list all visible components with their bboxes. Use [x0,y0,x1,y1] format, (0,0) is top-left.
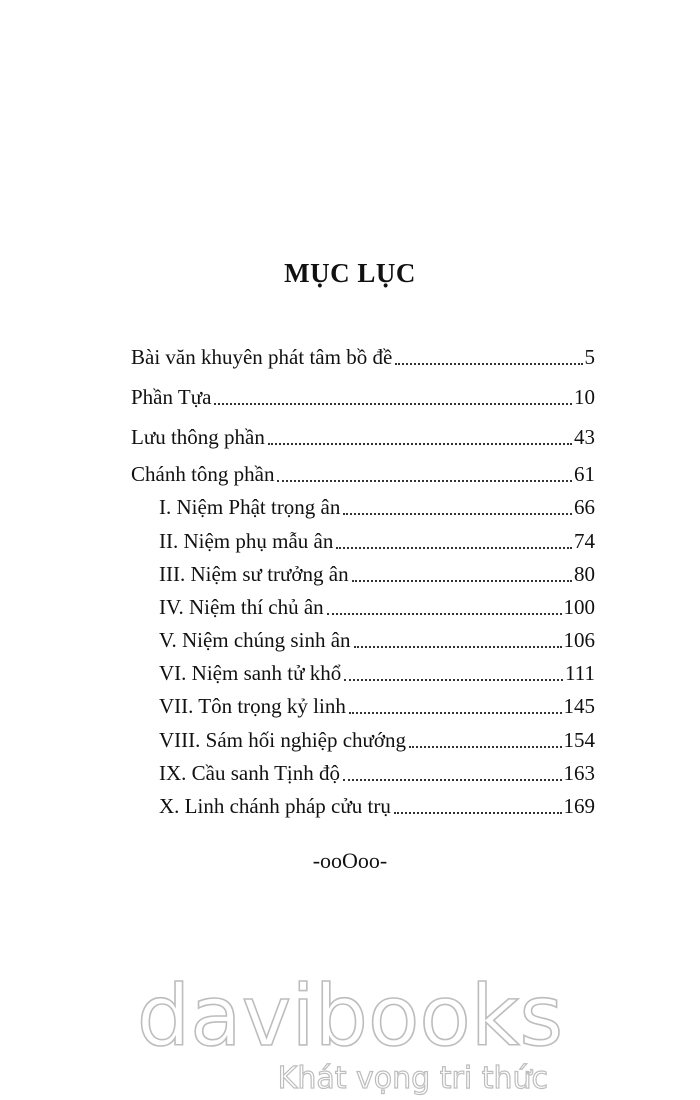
toc-entry-label: VI. Niệm sanh tử khổ [159,661,342,685]
dot-leader [214,403,572,405]
toc-title: MỤC LỤC [284,258,416,288]
dot-leader [349,712,562,714]
toc-entry-label: IV. Niệm thí chủ ân [159,595,324,619]
dot-leader [343,779,561,781]
watermark-brand: davibooks [136,967,564,1065]
toc-entry-label: I. Niệm Phật trọng ân [159,495,341,519]
toc-entry [159,595,595,619]
toc-entry-page: 66 [574,495,595,519]
dot-leader [336,547,572,549]
toc-entry [159,529,595,553]
toc-entry-label: Lưu thông phần [131,425,265,449]
toc-entry [159,761,595,785]
toc-entry [131,385,595,409]
toc-entry [159,628,595,652]
dot-leader [395,363,582,365]
toc-entry-page: 100 [563,595,595,619]
toc-entry-label: IX. Cầu sanh Tịnh độ [159,761,341,785]
dot-leader [277,480,572,482]
dot-leader [394,812,562,814]
toc-entry [159,495,595,519]
toc-entry-page: 80 [574,562,595,586]
dot-leader [354,646,562,648]
toc-entry-label: Bài văn khuyên phát tâm bồ đề [131,345,393,369]
toc-entry [131,425,595,449]
toc-entry-page: 111 [565,661,595,685]
toc-entry-page: 5 [584,345,595,369]
toc-entry-page: 163 [563,761,595,785]
section-ornament: -ooOoo- [312,848,388,873]
toc-entry-page: 61 [574,462,595,486]
dot-leader [409,746,561,748]
dot-leader [344,679,563,681]
toc-entry-label: II. Niệm phụ mẫu ân [159,529,334,553]
toc-entry [159,562,595,586]
dot-leader [327,613,562,615]
toc-entry-label: X. Linh chánh pháp cửu trụ [159,794,391,818]
toc-entry-page: 74 [574,529,595,553]
toc-entry-page: 106 [563,628,595,652]
toc-entry-label: Chánh tông phần [131,462,275,486]
toc-entry [159,694,595,718]
toc-entry-label: VIII. Sám hối nghiệp chướng [159,728,407,752]
toc-entry-label: V. Niệm chúng sinh ân [159,628,351,652]
toc-entry [159,794,595,818]
dot-leader [343,513,572,515]
toc-entry-label: III. Niệm sư trưởng ân [159,562,349,586]
watermark-tagline: Khát vọng tri thức [277,1061,548,1096]
toc-entry [131,345,595,369]
toc-entry-label: VII. Tôn trọng kỷ linh [159,694,346,718]
toc-entry-page: 169 [563,794,595,818]
toc-entry-page: 154 [563,728,595,752]
toc-entry-page: 10 [574,385,595,409]
toc-entry [159,661,595,685]
toc-entry [159,728,595,752]
toc-entry [131,462,595,486]
dot-leader [268,443,572,445]
toc-entry-label: Phần Tựa [131,385,212,409]
toc-entry-page: 43 [574,425,595,449]
toc-entry-page: 145 [563,694,595,718]
dot-leader [352,580,572,582]
